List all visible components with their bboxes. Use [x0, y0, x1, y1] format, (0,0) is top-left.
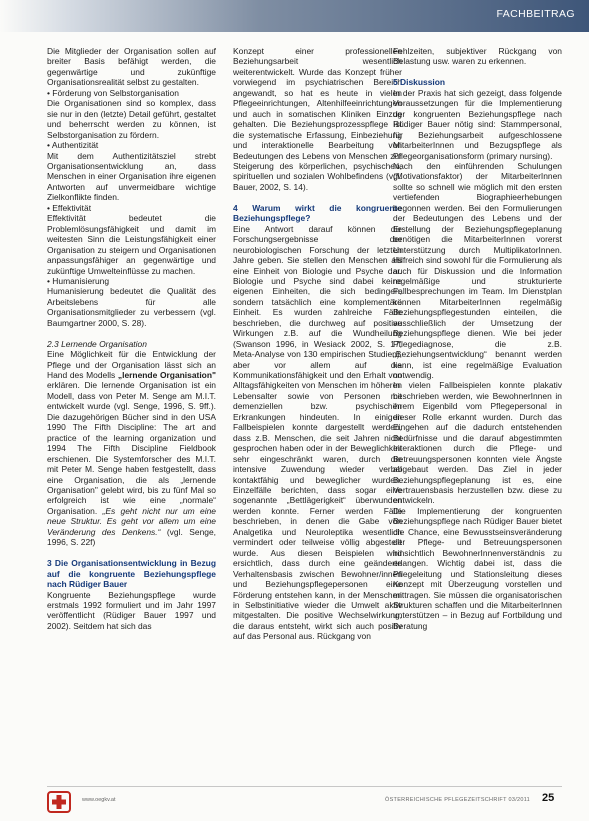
- column-1: [47, 46, 216, 631]
- paragraph: Eine Antwort darauf können die Forschungsergebnisse der neurobiologischen Forschung der letzten Jahre geben. Sie stellen den Menschen als eine Einheit von Biologie und Psyche dar. Biologie und Psyche sind dabei keine eigenen Einheiten, die sich bedingen, sondern tatsächlich eine komplementäre Einheit. Es wurden zahlreiche Fälle beschrieben, die durchweg auf positive Wirkungen z.B. auf die Wundheilung (Swanson 1996, in Wesiack 2002, S. 17, Meta-Analyse von 130 empirischen Studien), aber vor allem auf die Kommunikationsfähigkeit und den Erhalt von Alltagsfähigkeiten von Menschen im höheren Lebensalter sowie von Personen mit demenziellen bzw. psychischen Erkrankungen hindeuten. In einigen Fallbeispielen konnte dargestellt werden, dass z.B. Menschen, die seit Jahren nicht gesprochen haben oder in der Beweglichkeit sehr eingeschränkt waren, durch die intensive Zuwendung wieder verbal kontaktfähig und beweglicher wurden. Einzelfälle berichten, dass sogar eine sogenannte „Bettlägerigkeit“ überwunden werden konnte. Ferner werden Fälle beschrieben, in denen die Gabe von Analgetika und Neuroleptika wesentlich vermindert oder teilweise völlig abgestellt wurde. Aus diesen Beispielen wird ersichtlich, dass durch eine geänderte Verhaltensbasis zwischen Bewohner/innen und Beziehungspflegepersonen eine Förderung entstehen kann, in der Menschen in Selbstinitiative wieder die Umwelt aktiv mitgestalten. Die positive Wechselwirkung, die daraus entsteht, wirkt sich auch positiv auf das Personal aus. Rückgang von: [233, 223, 402, 642]
- paragraph: Die Organisationen sind so komplex, dass sie nur in den (letzte) Detail geführt, gestaltet und beherrscht werden zu können, ist Selbstorganisation zu fördern.: [47, 98, 216, 140]
- paragraph: In der Praxis hat sich gezeigt, dass folgende Voraussetzungen für die Implementierung der kongruenten Beziehungspflege nach Rüdiger Bauer nötig sind: Stammpersonal, für Beziehungsarbeit aufgeschlossene MitarbeiterInnen und Bezugspflege als Pflegeorganisationsform (primary nursing).: [393, 87, 562, 161]
- paragraph: • Humanisierung: [47, 275, 110, 286]
- column-3: [393, 46, 562, 631]
- paragraph: Eine Möglichkeit für die Entwicklung der Pflege und der Organisation lässt sich an Hand des Modells „lernende Organisation" erklären. Die lernende Organisation ist ein Modell, dass von Peter M. Senge am M.I.T. entwickelt wurde (vgl. Senge, 1996, S. 9ff.). Die dazugehörigen Bücher sind in den USA 1990 The Fifth Discipline: The art and practice of the learning organization und 1994 The Fifth Discipline Fieldbook erschienen. Die Systemforscher des M.I.T. mit Peter M. Senge haben festgestellt, dass eine Organisation, die als „lernende Organisation" gelebt wird, bis zu fünf Mal so erfolgreich ist wie eine „normale“ Organisation. „Es geht nicht nur um eine neue Struktur. Es geht vor allem um eine Veränderung des Denkens.“ (vgl. Senge, 1996, S. 22f): [47, 349, 216, 548]
- paragraph: • Effektivität: [47, 202, 92, 213]
- paragraph: Die Implementierung der kongruenten Beziehungspflege nach Rüdiger Bauer bietet die Chance, eine Bewusstseinsveränderung der Pflege- und Betreuungspersonen hinsichtlich BewohnerInnenverständnis zu erlangen. Wichtig dabei ist, dass die Pflegeleitung und Stationsleitung dieses Konzept mit Überzeugung vorstellen und mittragen. Sie müssen die organisatorischen Strukturen schaffen und die MitarbeiterInnen unterstützen – in Bezug auf Fortbildung und Beratung: [393, 505, 562, 631]
- footer-url[interactable]: www.oegkv.at: [82, 797, 116, 803]
- paragraph: Die Mitglieder der Organisation sollen auf breiter Basis befähigt werden, die gegenwärtige und zukünftige Organisationsrealität selbst zu gestalten.: [47, 46, 216, 88]
- footer-journal-title: ÖSTERREICHISCHE PFLEGEZEITSCHRIFT 03/2011: [385, 797, 531, 803]
- section-heading: 3 Die Organisationsentwicklung in Bezug auf die kongruente Beziehungspflege nach Rüdiger Bauer: [47, 558, 216, 590]
- section-label: FACHBEITRAG: [496, 8, 575, 20]
- paragraph: Effektivität bedeutet die Problemlösungsfähigkeit und damit im weitesten Sinn die Leistungsfähigkeit einer Organisation zu steigern und Organisationen anpassungsfähiger an gegenwärtige und zukünftige Umwelteinflüsse zu machen.: [47, 213, 216, 276]
- paragraph: Nach den einführenden Schulungen (Motivationsfaktor) der MitarbeiterInnen sollte so schnell wie möglich mit den ersten vertiefenden Biographieerhebungen begonnen werden. Bei den Formulierungen der Bedeutungen des Lebens und der Erstellung der Beziehungspflegeplanung benötigen die MitarbeiterInnen vorerst Unterstützung durch MultiplikatorInnen. Hilfreich sind sowohl für die Formulierung als auch für Diskussion und die Information regelmäßige und strukturierte Fallbesprechungen im Team. Im Dienstplan können MitarbeiterInnen regelmäßig Beziehungspflegestunden einteilen, die ausschließlich der Umsetzung der Beziehungspflege dienen. Wie bei jeder Pflegediagnose, die z.B. „Beziehungsentwicklung“ benannt werden kann, ist eine regelmäßige Evaluation notwendig.: [393, 160, 562, 381]
- red-cross-logo-icon: [47, 791, 71, 813]
- paragraph: • Authentizität: [47, 140, 99, 151]
- paragraph: Konzept einer professionellen Beziehungsarbeit wesentlich weiterentwickelt. Wurde das Konzept früher vorwiegend im psychiatrischen Bereich angewandt, so hat es heute in vielen Pflegeeinrichtungen, Altenhilfeeinrichtungen und auch in somatischen Kliniken Einzug gehalten. Die Beziehungsprozesspflege ist die systematische Erfassung, Einbeziehung und interaktionelle Bearbeitung von Bedeutungen des Lebens von Menschen zur Steigerung des körperlichen, psychischen, spirituellen und sozialen Wohlbefindens (vgl. Bauer, 2002, S. 14).: [233, 46, 402, 192]
- header-bar: [0, 0, 589, 32]
- paragraph: Kongruente Beziehungspflege wurde erstmals 1992 formuliert und im Jahr 1997 veröffentlicht (Rüdiger Bauer 1997 und 2002). Seitdem hat sich das: [47, 589, 216, 631]
- paragraph: Humanisierung bedeutet die Qualität des Arbeitslebens für alle Organisationsmitglieder zu verbessern (vgl. Baumgartner 2000, S. 28).: [47, 286, 216, 328]
- footer-divider: [47, 786, 562, 787]
- section-heading: 4 Warum wirkt die kongruente Beziehungspflege?: [233, 202, 402, 224]
- page-number: 25: [542, 792, 555, 804]
- column-2: [233, 46, 402, 642]
- paragraph: Fehlzeiten, subjektiver Rückgang von Belastung usw. waren zu erkennen.: [393, 46, 562, 67]
- paragraph: In vielen Fallbeispielen konnte plakativ beschrieben werden, wie BewohnerInnen in ihrem Eigenbild vom Pflegepersonal in dieser Rolle erkannt wurden. Durch das Eingehen auf die dadurch entstehenden Bedürfnisse und die darauf abgestimmten Interaktionen durch die Pflege- und Betreuungspersonen konnten viele Ängste abgebaut werden. Das Ziel in jeder Beziehungspflegeplanung ist es, eine Vertrauensbasis herzustellen bzw. diese zu entwickeln.: [393, 380, 562, 506]
- section-heading: 5 Diskussion: [393, 77, 446, 88]
- section-heading: 2.3 Lernende Organisation: [47, 338, 147, 349]
- paragraph: Mit dem Authentizitätsziel strebt Organisationsentwicklung an, dass Menschen in einer Organisation ihre eigenen Antworten auf unvermeidbare wichtige Zielkonflikte finden.: [47, 150, 216, 203]
- paragraph: • Förderung von Selbstorganisation: [47, 87, 179, 98]
